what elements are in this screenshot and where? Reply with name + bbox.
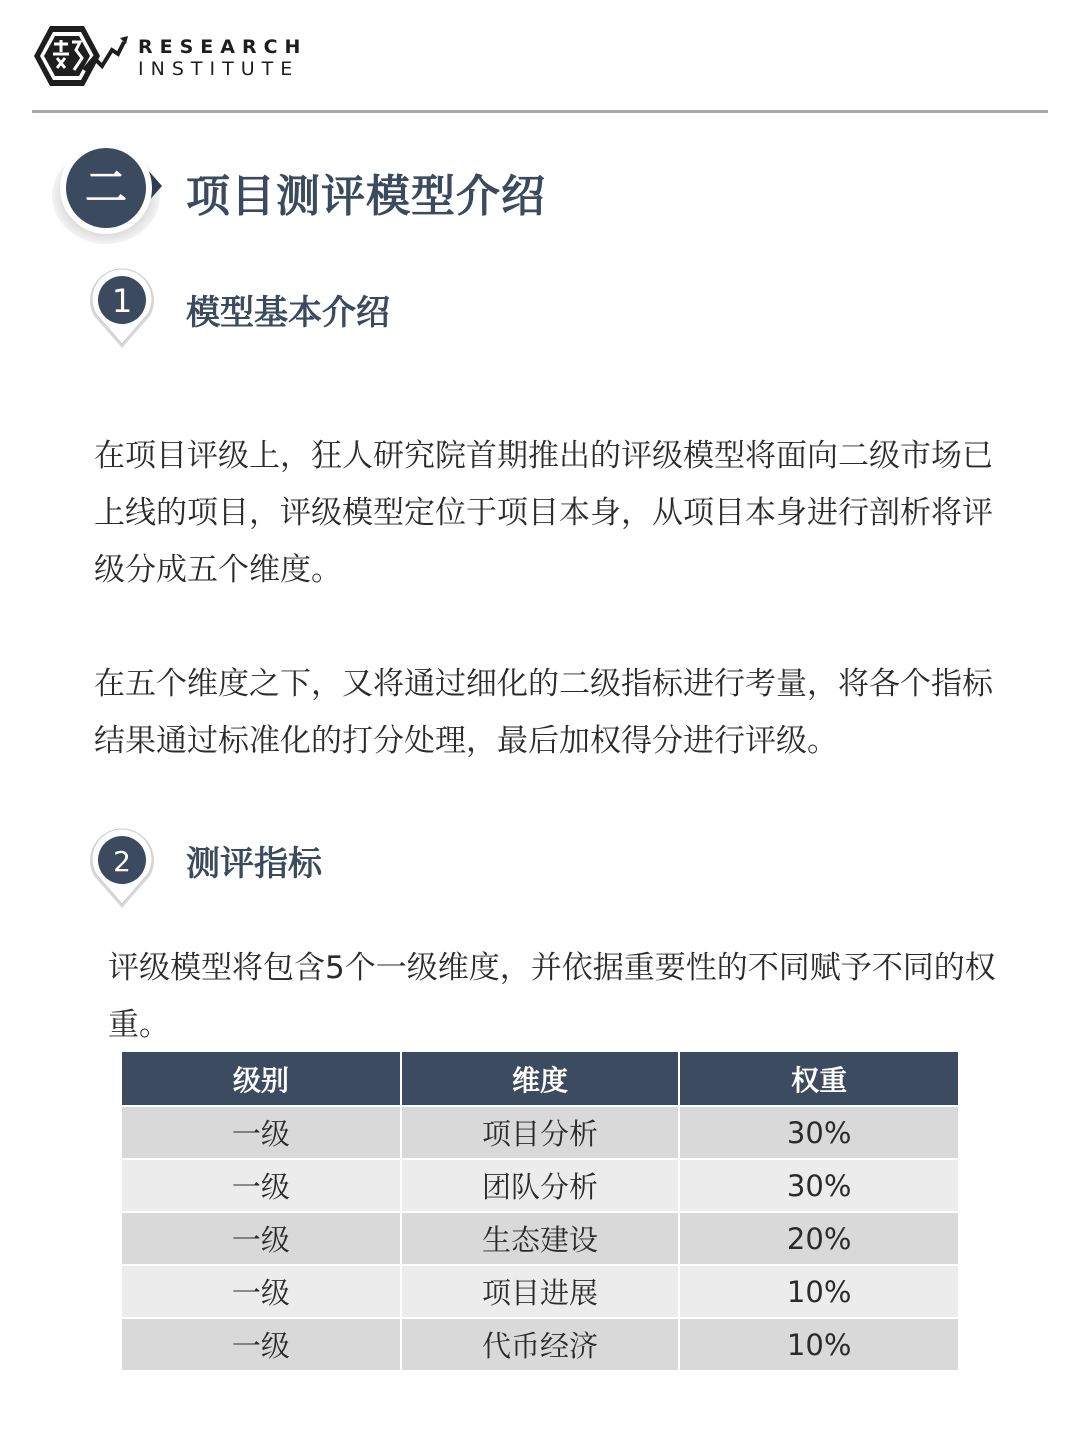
cell-level: 一级	[122, 1106, 401, 1159]
cell-level: 一级	[122, 1265, 401, 1318]
table-row	[122, 1265, 958, 1318]
cell-level: 一级	[122, 1159, 401, 1212]
header-weight: 权重	[679, 1052, 958, 1106]
cell-dimension: 生态建设	[401, 1212, 680, 1265]
cell-dimension: 代币经济	[401, 1318, 680, 1370]
cell-dimension: 团队分析	[401, 1159, 680, 1212]
cell-dimension: 项目进展	[401, 1265, 680, 1318]
section-title: 项目测评模型介绍	[186, 171, 546, 222]
paragraph-1: 在项目评级上，狂人研究院首期推出的评级模型将面向二级市场已上线的项目，评级模型定位于项目本身，从项目本身进行剖析将评级分成五个维度。	[94, 438, 993, 588]
cell-weight: 10%	[679, 1265, 958, 1318]
table-row	[122, 1159, 958, 1212]
table-header-row	[122, 1052, 958, 1106]
research-institute-logo-icon	[20, 18, 128, 94]
paragraph-2: 在五个维度之下，又将通过细化的二级指标进行考量，将各个指标结果通过标准化的打分处理，最后加权得分进行评级。	[94, 666, 993, 759]
subsection-1-number: 1	[111, 282, 133, 320]
cell-weight: 10%	[679, 1318, 958, 1370]
subsection-1-pin-icon	[82, 262, 162, 352]
page-header	[0, 0, 1080, 115]
subsection-1-title: 模型基本介绍	[186, 293, 390, 333]
table-row	[122, 1318, 958, 1370]
cell-level: 一级	[122, 1212, 401, 1265]
section-number: 二	[84, 163, 128, 212]
subsection-2-pin-icon	[82, 822, 162, 912]
logo-line-research: RESEARCH	[138, 36, 308, 58]
table-row	[122, 1212, 958, 1265]
subsection-2-title: 测评指标	[186, 844, 322, 884]
logo-line-institute: INSTITUTE	[138, 58, 300, 80]
cell-weight: 30%	[679, 1159, 958, 1212]
weights-table	[122, 1052, 958, 1370]
table-row	[122, 1106, 958, 1159]
cell-weight: 30%	[679, 1106, 958, 1159]
paragraph-3: 评级模型将包含5个一级维度，并依据重要性的不同赋予不同的权重。	[108, 950, 996, 1043]
cell-weight: 20%	[679, 1212, 958, 1265]
cell-level: 一级	[122, 1318, 401, 1370]
header-level: 级别	[122, 1052, 401, 1106]
section-number-badge-icon	[50, 138, 172, 246]
cell-dimension: 项目分析	[401, 1106, 680, 1159]
header-divider	[32, 110, 1048, 113]
logo-text	[138, 36, 307, 80]
subsection-2-number: 2	[113, 845, 131, 878]
header-dimension: 维度	[401, 1052, 680, 1106]
